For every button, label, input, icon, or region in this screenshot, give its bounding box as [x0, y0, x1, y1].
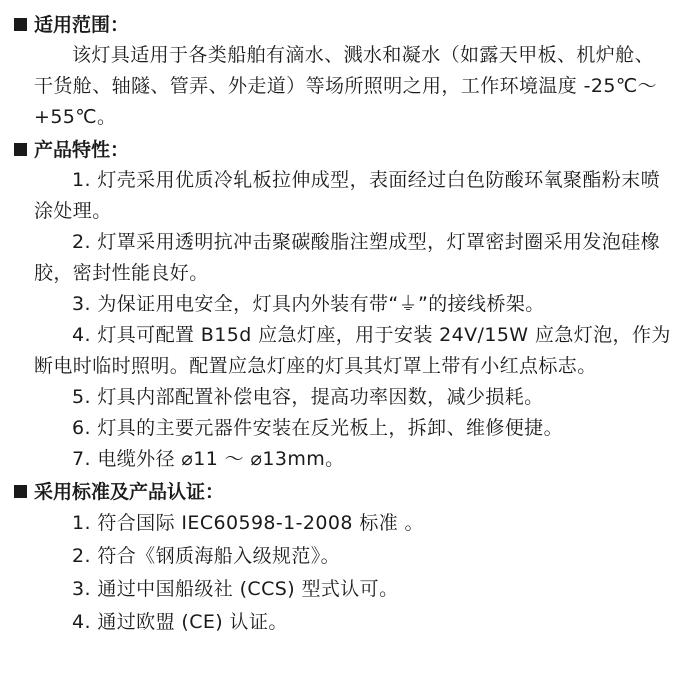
- standard-item: 1. 符合国际 IEC60598-1-2008 标准 。: [72, 512, 424, 534]
- feature-item: 7. 电缆外径 ⌀11 ～ ⌀13mm。: [72, 448, 345, 470]
- feature-item: 2. 灯罩采用透明抗冲击聚碳酸脂注塑成型，灯罩密封圈采用发泡硅橡胶，密封性能良好。: [34, 231, 660, 284]
- heading-text: 适用范围：: [34, 14, 130, 36]
- document: [8, 10, 672, 639]
- standard-item: 3. 通过中国船级社 (CCS) 型式认可。: [72, 578, 399, 600]
- feature-item: 5. 灯具内部配置补偿电容，提高功率因数，减少损耗。: [72, 386, 544, 408]
- heading-text: 产品特性：: [34, 139, 130, 161]
- section-heading-features: [8, 135, 672, 165]
- standard-item: 2. 符合《钢质海船入级规范》。: [72, 545, 341, 567]
- section-heading-scope: [8, 10, 672, 40]
- feature-item: 6. 灯具的主要元器件安装在反光板上，拆卸、维修便捷。: [72, 417, 563, 439]
- scope-paragraph: 该灯具适用于各类船舶有滴水、溅水和凝水（如露天甲板、机炉舱、干货舱、轴隧、管弄、外走道）等场所照明之用，工作环境温度 -25℃～ +55℃。: [34, 44, 658, 128]
- square-bullet-icon: [14, 143, 27, 156]
- feature-item: 3. 为保证用电安全，灯具内外装有带“⏚”的接线桥架。: [72, 293, 545, 315]
- square-bullet-icon: [14, 18, 27, 31]
- feature-item: 4. 灯具可配置 B15d 应急灯座，用于安装 24V/15W 应急灯泡，作为断电时临时照明。配置应急灯座的灯具其灯罩上带有小红点标志。: [34, 324, 671, 377]
- standard-item: 4. 通过欧盟 (CE) 认证。: [72, 611, 288, 633]
- feature-item: 1. 灯壳采用优质冷轧板拉伸成型，表面经过白色防酸环氧聚酯粉末喷涂处理。: [34, 169, 660, 222]
- heading-text: 采用标准及产品认证：: [34, 481, 225, 503]
- section-heading-standards: [8, 477, 672, 507]
- square-bullet-icon: [14, 485, 27, 498]
